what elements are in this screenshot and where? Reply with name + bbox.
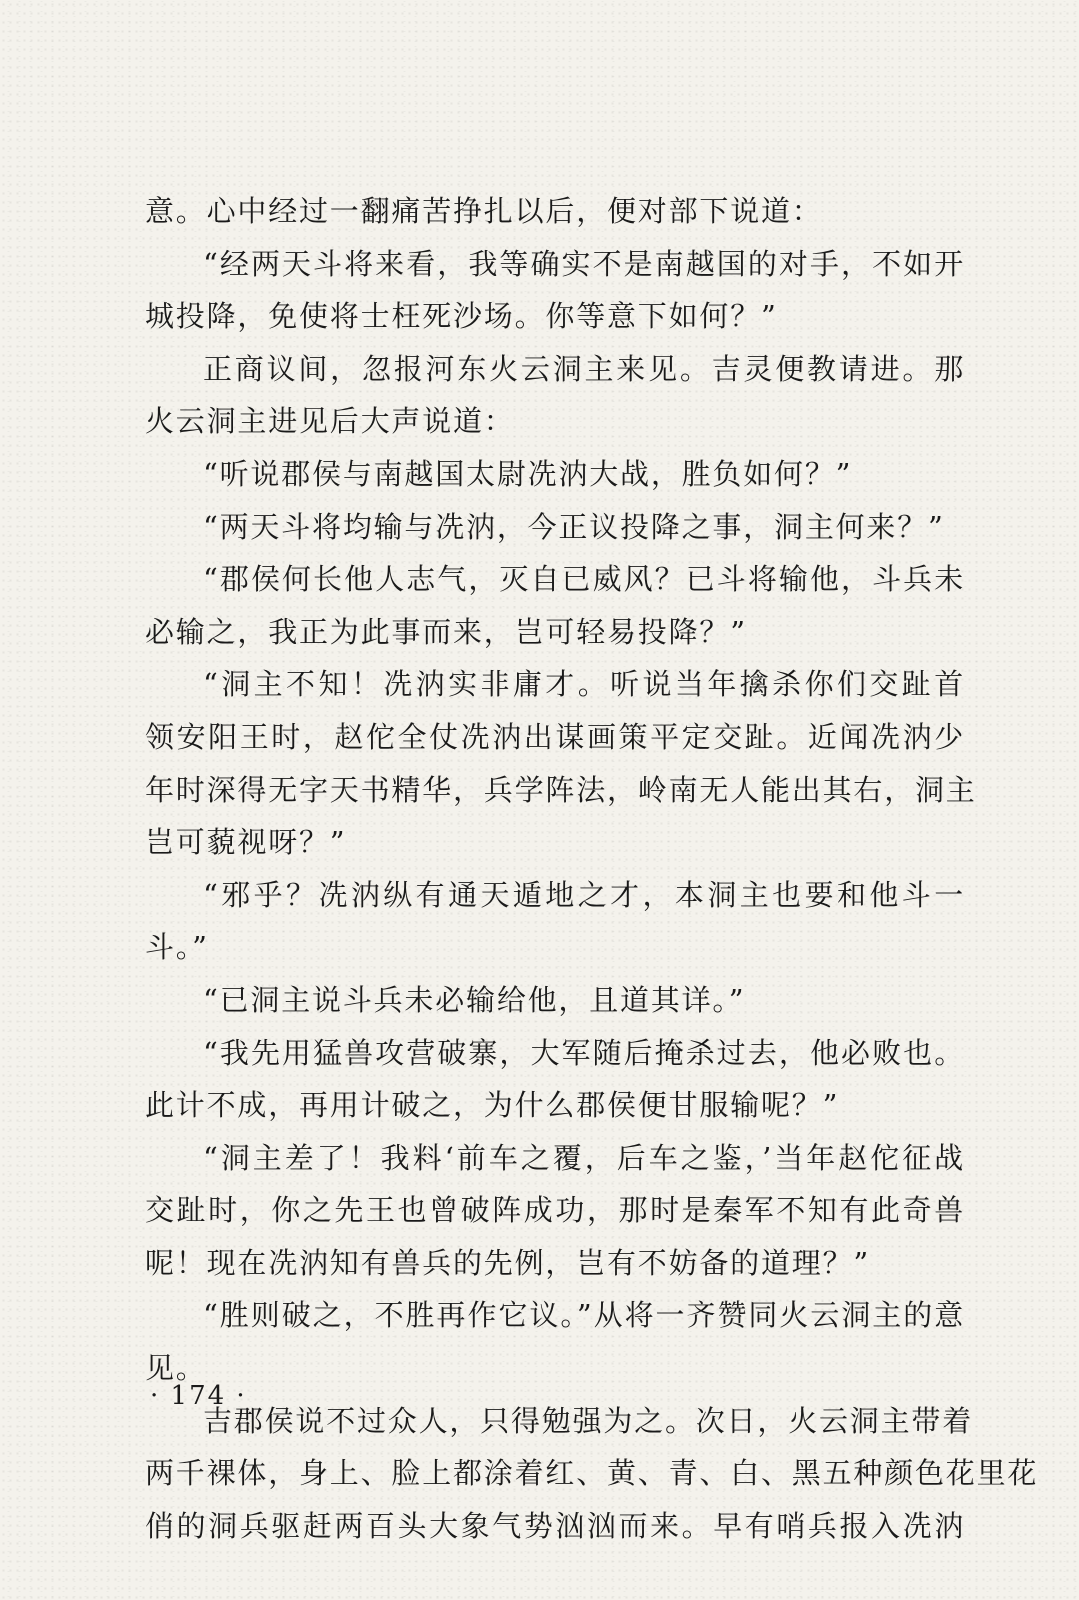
text-line: 年时深得无字天书精华，兵学阵法，岭南无人能出其右，洞主 (145, 772, 977, 807)
text-line: “两天斗将均输与冼汭，今正议投降之事，洞主何来？” (203, 509, 945, 544)
text-line: 正商议间，忽报河东火云洞主来见。吉灵便教请进。那 (203, 351, 965, 386)
text-line: 岂可藐视呀？” (145, 825, 347, 860)
text-line: 见。 (145, 1351, 207, 1386)
text-line: “洞主不知！冼汭实非庸才。听说当年擒杀你们交趾首 (203, 667, 965, 702)
text-line: “已洞主说斗兵未必输给他，且道其详。” (203, 982, 746, 1017)
text-line: 此计不成，再用计破之，为什么郡侯便甘服输呢？” (145, 1088, 840, 1123)
text-line: 城投降，免使将士枉死沙场。你等意下如何？” (145, 299, 778, 334)
text-line: “郡侯何长他人志气，灭自已威风？已斗将输他，斗兵未 (203, 562, 965, 597)
text-line: 交趾时，你之先王也曾破阵成功，那时是秦军不知有此奇兽 (145, 1193, 965, 1228)
text-line: “邪乎？冼汭纵有通天遁地之才，本洞主也要和他斗一 (203, 877, 965, 912)
text-line: 两千裸体，身上、脸上都涂着红、黄、青、白、黑五种颜色花里花 (145, 1456, 1039, 1491)
page-number: · 174 · (150, 1381, 247, 1411)
text-line: 领安阳王时，赵佗全仗冼汭出谋画策平定交趾。近闻冼汭少 (145, 719, 965, 754)
text-line: 吉郡侯说不过众人，只得勉强为之。次日，火云洞主带着 (203, 1403, 974, 1438)
text-line: “经两天斗将来看，我等确实不是南越国的对手，不如开 (203, 246, 965, 281)
body-text (145, 185, 1039, 1552)
text-line: 呢！现在冼汭知有兽兵的先例，岂有不妨备的道理？” (145, 1245, 871, 1280)
text-line: 意。心中经过一翻痛苦挣扎以后，便对部下说道： (145, 194, 823, 228)
text-line: 俏的洞兵驱赶两百头大象气势汹汹而来。早有哨兵报入冼汭 (145, 1508, 965, 1543)
text-line: “听说郡侯与南越国太尉冼汭大战，胜负如何？” (203, 456, 853, 491)
text-line: 必输之，我正为此事而来，岂可轻易投降？” (145, 614, 747, 649)
text-line: “我先用猛兽攻营破寨，大军随后掩杀过去，他必败也。 (203, 1035, 965, 1070)
text-line: “胜则破之，不胜再作它议。”从将一齐赞同火云洞主的意 (203, 1298, 965, 1333)
text-line: “洞主差了！我料‘前车之覆，后车之鉴，’当年赵佗征战 (203, 1140, 965, 1175)
text-line: 火云洞主进见后大声说道： (145, 404, 515, 439)
text-line: 斗。” (145, 930, 209, 965)
